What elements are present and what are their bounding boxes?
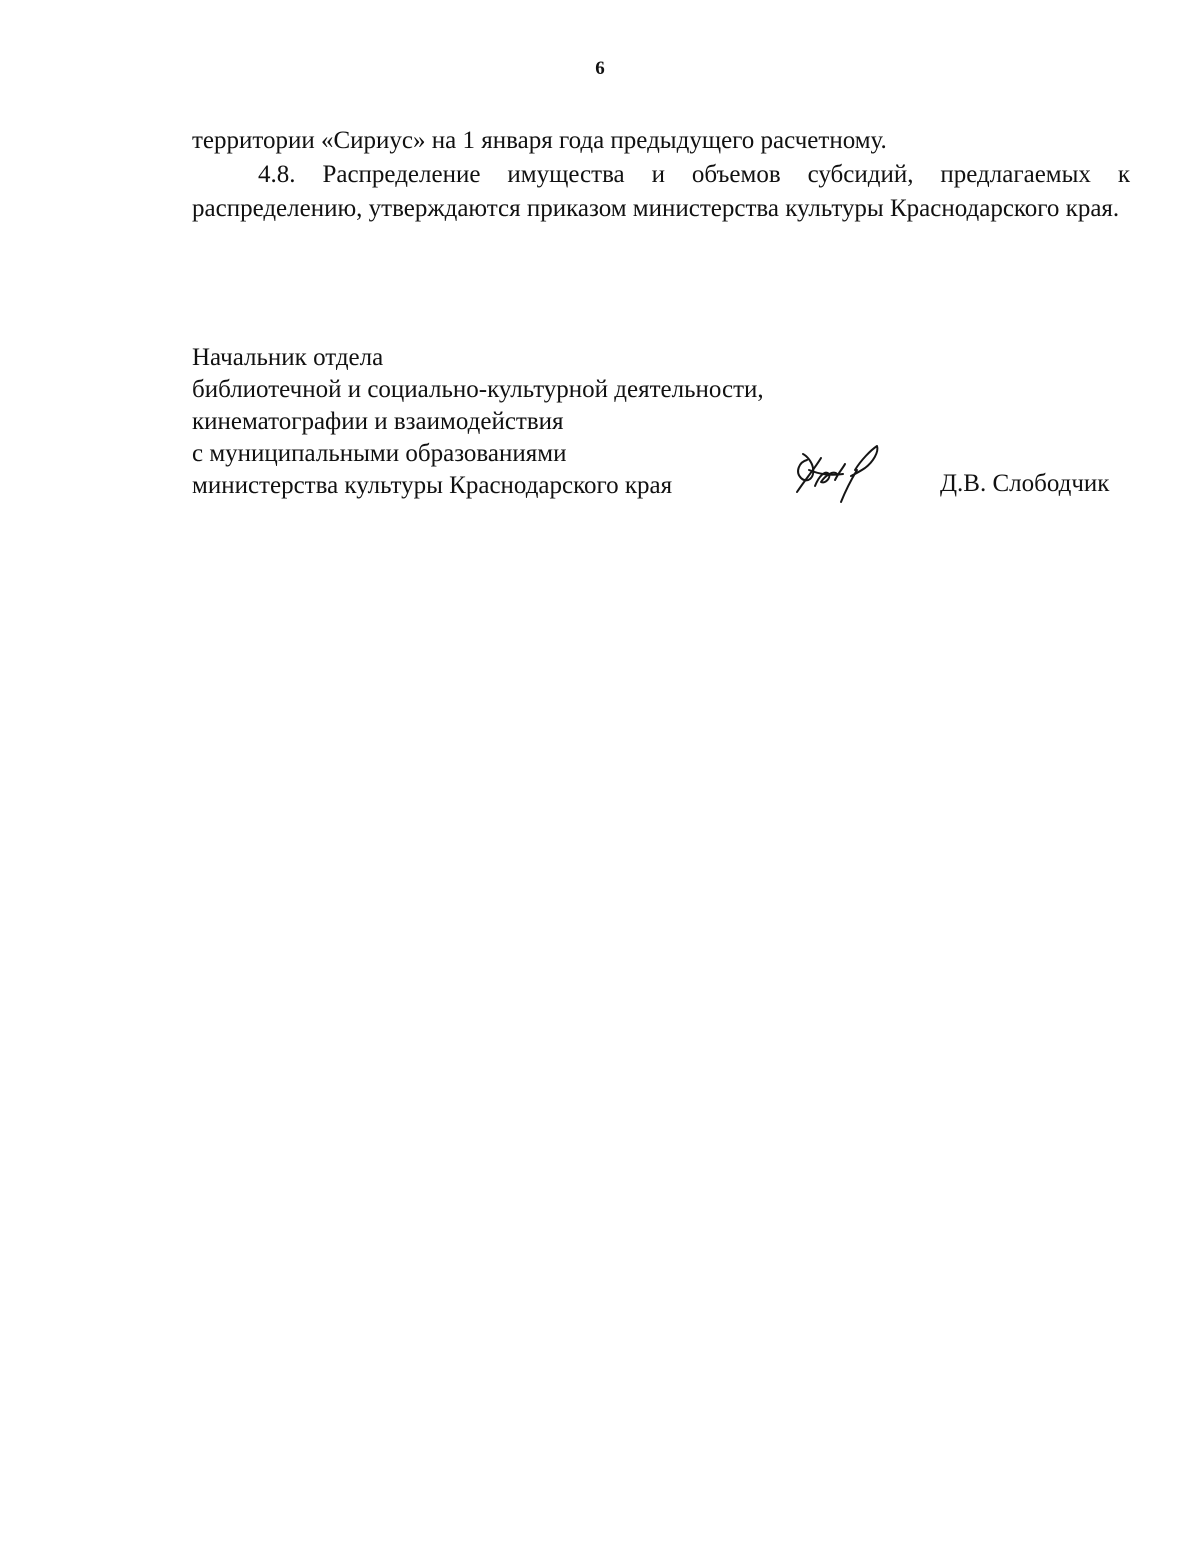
- position-line-4: с муниципальными образованиями: [192, 440, 567, 467]
- position-line-1: Начальник отдела: [192, 344, 384, 371]
- position-line-2: библиотечной и социально-культурной деятельности,: [192, 376, 764, 403]
- handwritten-signature: [785, 440, 885, 510]
- signer-name: Д.В. Слободчик: [940, 470, 1110, 497]
- signature-block: [192, 342, 764, 502]
- position-line-3: кинематографии и взаимодействия: [192, 408, 564, 435]
- page-number: 6: [595, 58, 605, 79]
- position-line-5: министерства культуры Краснодарского края: [192, 472, 673, 499]
- paragraph-continued: территории «Сириус» на 1 января года предыдущего расчетному.: [192, 127, 887, 154]
- paragraph-4-8: 4.8. Распределение имущества и объемов субсидий, предлагаемых к распределению, утверждаются приказом министерства культуры Краснодарского края.: [192, 161, 1130, 222]
